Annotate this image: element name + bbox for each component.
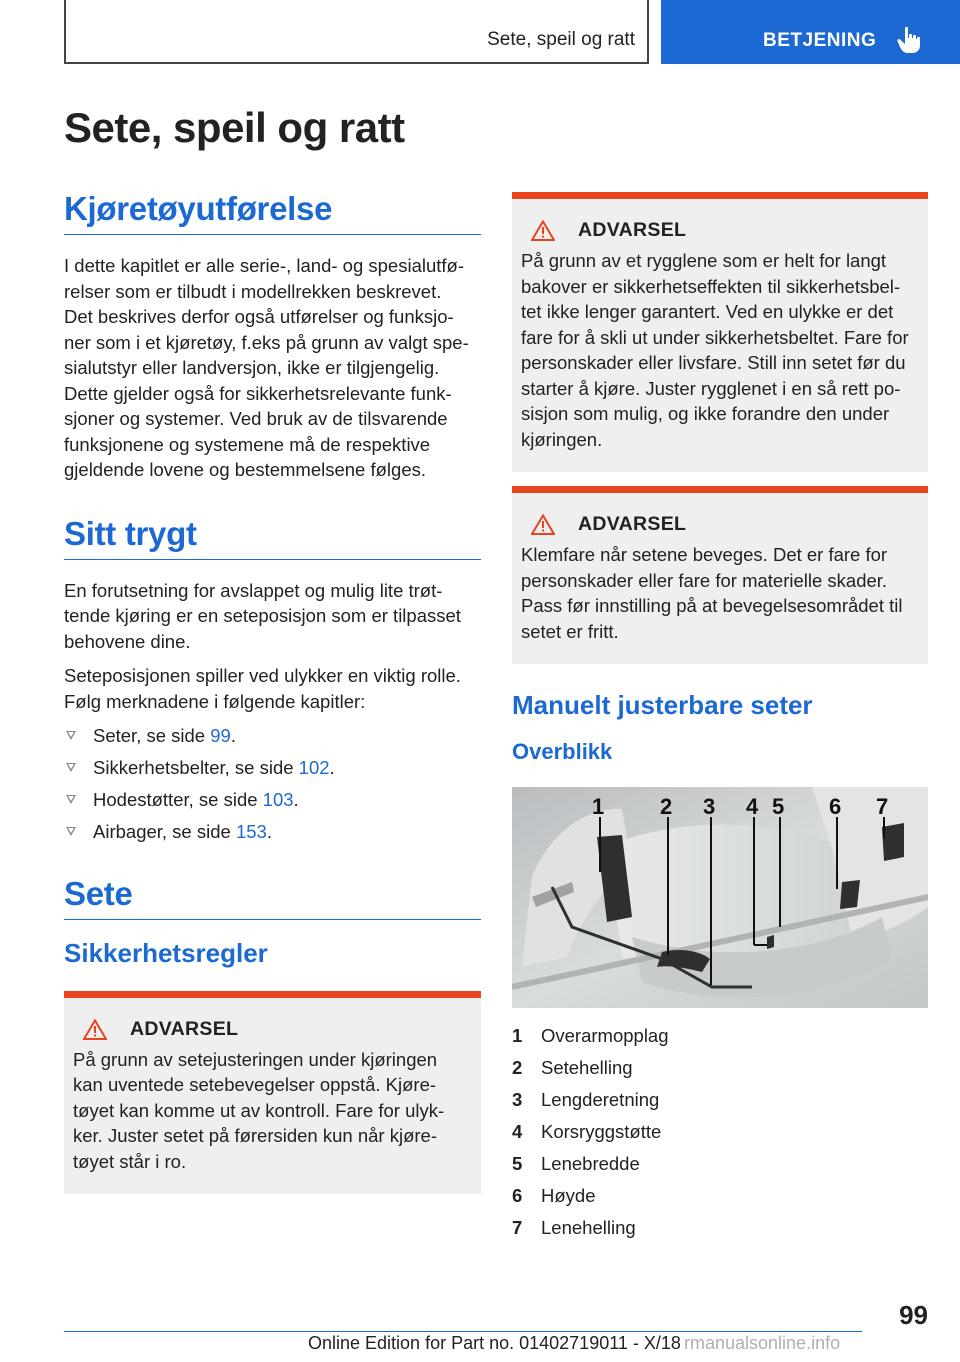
- line: I dette kapitlet er alle serie-, land- og spesialutfø-: [64, 255, 464, 276]
- page-link-153[interactable]: 153: [235, 821, 267, 842]
- callout-7: 7: [876, 794, 889, 819]
- legend-text: Overarmopplag: [541, 1025, 669, 1046]
- paragraph-kjoretoyutforelse: [64, 253, 481, 483]
- right-column: [512, 192, 928, 1244]
- page-number: 99: [899, 1300, 928, 1330]
- line: tøyet står i ro.: [73, 1150, 187, 1172]
- line: Dette gjelder også for sikkerhetsrelevante funk-: [64, 382, 452, 404]
- callout-6: 6: [829, 794, 842, 819]
- warning-label: ADVARSEL: [578, 219, 687, 241]
- legend-row: [512, 1116, 928, 1148]
- line: ner som i et kjøretøy, f.eks på grunn av valgt spe-: [64, 331, 469, 353]
- footer-divider: [64, 1331, 862, 1332]
- triangle-bullet-icon: [66, 795, 76, 804]
- warning-box-2: [512, 192, 928, 472]
- line: personskader eller livsfare. Still inn setet før du: [521, 352, 906, 373]
- warning-header: [521, 513, 919, 536]
- callout-1: 1: [592, 794, 605, 819]
- warning-triangle-icon: [531, 220, 555, 241]
- legend-number: 5: [512, 1153, 523, 1174]
- line: Pass før innstilling på at bevegelsesområdet til: [521, 595, 903, 616]
- list-item-text: Airbager, se side: [93, 821, 236, 842]
- legend-row: [512, 1020, 928, 1052]
- warning-text: [521, 248, 919, 452]
- legend-row: [512, 1212, 928, 1244]
- header-chapter-label: BETJENING: [763, 30, 877, 51]
- line: En forutsetning for avslappet og mulig lite trøt-: [64, 579, 443, 601]
- triangle-bullet-icon: [66, 731, 76, 740]
- triangle-bullet-icon: [66, 827, 76, 836]
- legend-text: Lenebredde: [541, 1153, 640, 1174]
- list-item-text: Seter, se side: [93, 725, 211, 746]
- line: Klemfare når setene beveges. Det er fare for: [521, 544, 888, 565]
- reference-list: [64, 723, 481, 845]
- heading-sitt-trygt: Sitt trygt: [64, 515, 481, 560]
- line: fare for å skli ut under sikkerhetsbeltet. Fare for: [521, 326, 909, 348]
- callout-3: 3: [703, 794, 716, 819]
- warning-box-1: [64, 991, 481, 1195]
- legend-number: 3: [512, 1089, 523, 1110]
- seat-overview-illustration: [512, 787, 928, 1008]
- page-link-102[interactable]: 102: [298, 757, 330, 778]
- legend-number: 4: [512, 1121, 523, 1142]
- legend-number: 6: [512, 1185, 523, 1206]
- line: behovene dine.: [64, 630, 191, 652]
- warning-box-3: [512, 486, 928, 664]
- paragraph-sitt-trygt-2: [64, 663, 481, 714]
- legend-row: [512, 1180, 928, 1212]
- seat-illustration-graphic: [512, 787, 928, 1008]
- legend-number: 1: [512, 1025, 523, 1046]
- line: tet ikke lenger garantert. Ved en ulykke er det: [521, 301, 894, 322]
- subheading-overblikk: Overblikk: [512, 739, 613, 764]
- warning-triangle-icon: [531, 514, 555, 535]
- callout-2: 2: [660, 794, 673, 819]
- header-section-label: Sete, speil og ratt: [487, 29, 635, 50]
- line: sialutstyr eller landversjon, ikke er tilgjengelig.: [64, 357, 440, 378]
- warning-header: [521, 219, 919, 242]
- legend-text: Korsryggstøtte: [541, 1121, 662, 1142]
- page-link-103[interactable]: 103: [262, 789, 294, 810]
- line: gjeldende lovene og bestemmelsene følges.: [64, 459, 427, 480]
- list-item: Seter, se side 99.: [64, 723, 481, 749]
- left-column: [64, 190, 481, 1194]
- warning-label: ADVARSEL: [130, 1017, 239, 1040]
- legend-row: [512, 1148, 928, 1180]
- legend-number: 7: [512, 1217, 523, 1238]
- legend-row: [512, 1052, 928, 1084]
- heading-kjoretoyutforelse: Kjøretøyutførelse: [64, 190, 481, 235]
- list-item: Airbager, se side 153.: [64, 819, 481, 845]
- triangle-bullet-icon: [66, 763, 76, 772]
- list-item: Sikkerhetsbelter, se side 102.: [64, 755, 481, 781]
- line: tende kjøring er en seteposisjon som er tilpasset: [64, 605, 461, 626]
- line: sisjon som mulig, og ikke forandre den under: [521, 403, 890, 424]
- line: personskader eller fare for materielle skader.: [521, 569, 888, 591]
- list-item-text: Hodestøtter, se side: [93, 789, 263, 810]
- legend-text: Lengderetning: [541, 1089, 660, 1110]
- callout-5: 5: [772, 794, 785, 819]
- line: ker. Juster setet på førersiden kun når kjøre-: [73, 1125, 437, 1146]
- list-item: Hodestøtter, se side 103.: [64, 787, 481, 813]
- legend-number: 2: [512, 1057, 523, 1078]
- line: bakover er sikkerhetseffekten til sikkerhetsbel-: [521, 275, 901, 297]
- header-chapter-tab: [661, 0, 960, 64]
- page-title: Sete, speil og ratt: [64, 104, 405, 151]
- warning-text: [73, 1047, 472, 1175]
- paragraph-sitt-trygt-1: [64, 578, 481, 655]
- legend-text: Setehelling: [541, 1057, 633, 1078]
- line: starter å kjøre. Juster rygglenet i en så rett po-: [521, 377, 901, 399]
- figure-legend: [512, 1020, 928, 1244]
- page-link-99[interactable]: 99: [210, 725, 231, 746]
- line: relser som er tilbudt i modellrekken beskrevet.: [64, 280, 442, 302]
- warning-triangle-icon: [83, 1019, 107, 1040]
- warning-text: [521, 542, 919, 644]
- line: Følg merknadene i følgende kapitler:: [64, 690, 366, 712]
- line: Det beskrives derfor også utførelser og funksjo-: [64, 306, 454, 327]
- warning-header: [73, 1018, 472, 1041]
- line: På grunn av setejusteringen under kjøringen: [73, 1048, 438, 1070]
- legend-text: Lenehelling: [541, 1217, 636, 1238]
- warning-label: ADVARSEL: [578, 513, 687, 535]
- line: sjoner og systemer. Ved bruk av de tilsvarende: [64, 408, 448, 429]
- heading-manuelt-justerbare-seter: Manuelt justerbare seter: [512, 690, 813, 720]
- heading-sete: Sete: [64, 875, 481, 920]
- header-section-box: [64, 0, 649, 64]
- line: kjøringen.: [521, 428, 603, 450]
- legend-row: [512, 1084, 928, 1116]
- line: kan uventede setebevegelser oppstå. Kjøre-: [73, 1074, 437, 1095]
- line: tøyet kan komme ut av kontroll. Fare for ulyk-: [73, 1099, 445, 1121]
- list-item-text: Sikkerhetsbelter, se side: [93, 757, 299, 778]
- callout-4: 4: [746, 794, 759, 819]
- line: setet er fritt.: [521, 620, 619, 642]
- footer-edition: Online Edition for Part no. 01402719011 - X/18: [308, 1333, 681, 1353]
- legend-text: Høyde: [541, 1185, 596, 1206]
- hand-pointer-icon: [897, 26, 921, 54]
- line: funksjonene og systemene må de respektive: [64, 433, 431, 455]
- footer-watermark: rmanualsonline.info: [684, 1333, 841, 1353]
- subheading-sikkerhetsregler: Sikkerhetsregler: [64, 937, 268, 968]
- line: På grunn av et rygglene som er helt for langt: [521, 250, 887, 271]
- line: Seteposisjonen spiller ved ulykker en viktig rolle.: [64, 665, 461, 686]
